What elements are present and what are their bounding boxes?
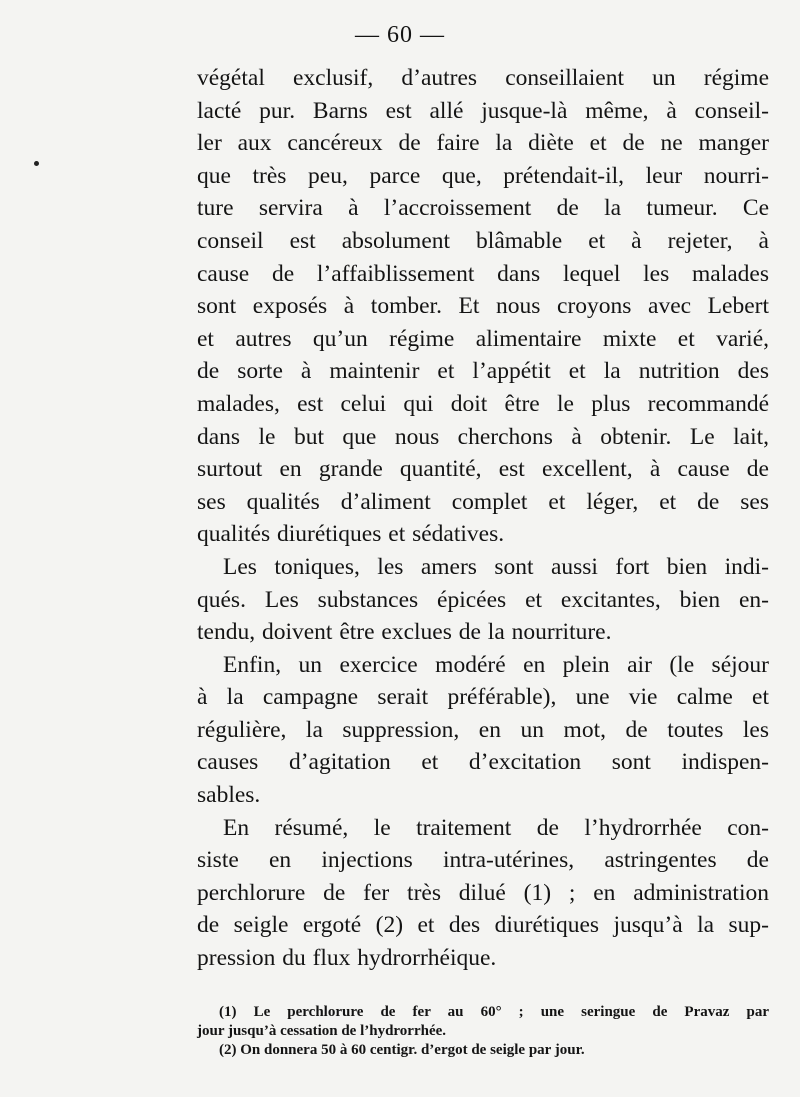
paragraph-start: Enfin, un exercice modéré en plein air (le séjour [223, 651, 769, 678]
text-line: ture servira à l’accroissement de la tumeur. Ce [197, 195, 769, 222]
text-line: sables. [197, 782, 261, 809]
footnote-1: (1) Le perchlorure de fer au 60° ; une seringue de Pravaz par [219, 1004, 769, 1020]
footnotes [197, 1003, 769, 1060]
text-line: causes d’agitation et d’excitation sont indispen- [197, 749, 769, 776]
text-line: et autres qu’un régime alimentaire mixte et varié, [197, 325, 769, 352]
paragraph-start: Les toniques, les amers sont aussi fort bien indi- [223, 553, 769, 580]
text-line: régulière, la suppression, en un mot, de toutes les [197, 716, 769, 743]
text-line: ses qualités d’aliment complet et léger, et de ses [197, 488, 769, 515]
text-line: qués. Les substances épicées et excitantes, bien en- [197, 586, 769, 613]
footnote-2: (2) On donnera 50 à 60 centigr. d’ergot de seigle par jour. [219, 1042, 585, 1058]
ink-speck [34, 161, 39, 166]
text-line: sont exposés à tomber. Et nous croyons avec Lebert [197, 293, 769, 320]
text-line: lacté pur. Barns est allé jusque-là même, à conseil- [197, 97, 769, 124]
text-line: que très peu, parce que, prétendait-il, leur nourri- [197, 162, 769, 189]
text-line: perchlorure de fer très dilué (1) ; en administration [197, 879, 769, 906]
text-line: dans le but que nous cherchons à obtenir. Le lait, [197, 423, 769, 450]
body-text [197, 62, 769, 975]
text-line: surtout en grande quantité, est excellent, à cause de [197, 456, 769, 483]
paragraph-start: En résumé, le traitement de l’hydrorrhée con- [223, 814, 769, 841]
footnote-1-continued: jour jusqu’à cessation de l’hydrorrhée. [197, 1023, 447, 1039]
page-number: — 60 — [355, 22, 445, 48]
text-line: de sorte à maintenir et l’appétit et la nutrition des [197, 358, 769, 385]
text-line: cause de l’affaiblissement dans lequel les malades [197, 260, 769, 287]
text-line: conseil est absolument blâmable et à rejeter, à [197, 227, 769, 254]
text-line: tendu, doivent être exclues de la nourriture. [197, 619, 612, 646]
text-line: malades, est celui qui doit être le plus recommandé [197, 390, 769, 417]
text-line: qualités diurétiques et sédatives. [197, 521, 505, 548]
text-line: siste en injections intra-utérines, astringentes de [197, 847, 769, 874]
text-line: de seigle ergoté (2) et des diurétiques jusqu’à la sup- [197, 912, 769, 939]
text-line: pression du flux hydrorrhéique. [197, 945, 497, 972]
text-line: végétal exclusif, d’autres conseillaient un régime [197, 65, 769, 91]
text-line: à la campagne serait préférable), une vie calme et [197, 684, 769, 711]
text-line: ler aux cancéreux de faire la diète et de ne manger [197, 130, 769, 157]
